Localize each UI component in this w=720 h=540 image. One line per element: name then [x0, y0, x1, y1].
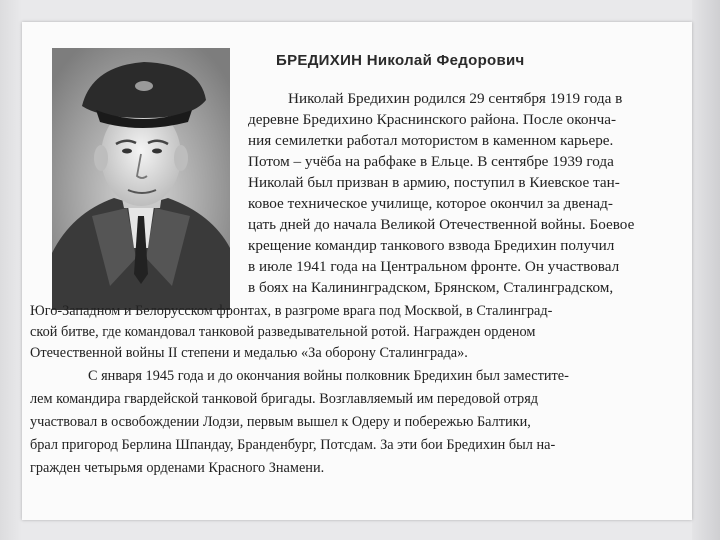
text-line: Николай был призван в армию, поступил в Киевское тан- — [248, 174, 620, 191]
text-line: лем командира гвардейской танковой бригады. Возглавляемый им передовой отряд — [30, 391, 539, 407]
text-line: Юго-Западном и Белорусском фронтах, в разгроме врага под Москвой, в Сталинград- — [30, 303, 553, 319]
slide-frame-right — [692, 0, 720, 540]
slide-frame-left — [0, 0, 22, 540]
text-line: ния семилетки работал мотористом в каменном карьере. — [248, 132, 614, 149]
text-line: в боях на Калининградском, Брянском, Сталинградском, — [248, 279, 614, 296]
text-line: Николай Бредихин родился 29 сентября 1919 года в — [288, 90, 623, 107]
text-line: ской битве, где командовал танковой разведывательной ротой. Награжден орденом — [30, 324, 536, 340]
text-line: Отечественной войны II степени и медалью «За оборону Сталинграда». — [30, 345, 468, 361]
person-name-heading: БРЕДИХИН Николай Федорович — [276, 52, 525, 69]
text-line: ковое техническое училище, которое окончил за двенад- — [248, 195, 613, 212]
text-line: крещение командир танкового взвода Бредихин получил — [248, 237, 615, 254]
text-line: участвовал в освобождении Лодзи, первым вышел к Одеру и побережью Балтики, — [30, 414, 531, 430]
text-line: гражден четырьмя орденами Красного Знамени. — [30, 460, 325, 476]
text-line: деревне Бредихино Краснинского района. После оконча- — [248, 111, 617, 128]
text-line: С января 1945 года и до окончания войны полковник Бредихин был заместите- — [88, 368, 569, 384]
text-line: в июле 1941 года на Центральном фронте. Он участвовал — [248, 258, 620, 275]
portrait-image — [52, 48, 230, 310]
text-line: Потом – учёба на рабфаке в Ельце. В сентябре 1939 года — [248, 153, 614, 170]
text-line: цать дней до начала Великой Отечественной войны. Боевое — [248, 216, 635, 233]
document-page — [22, 22, 692, 520]
text-line: брал пригород Берлина Шпандау, Бранденбург, Потсдам. За эти бои Бредихин был на- — [30, 437, 556, 453]
